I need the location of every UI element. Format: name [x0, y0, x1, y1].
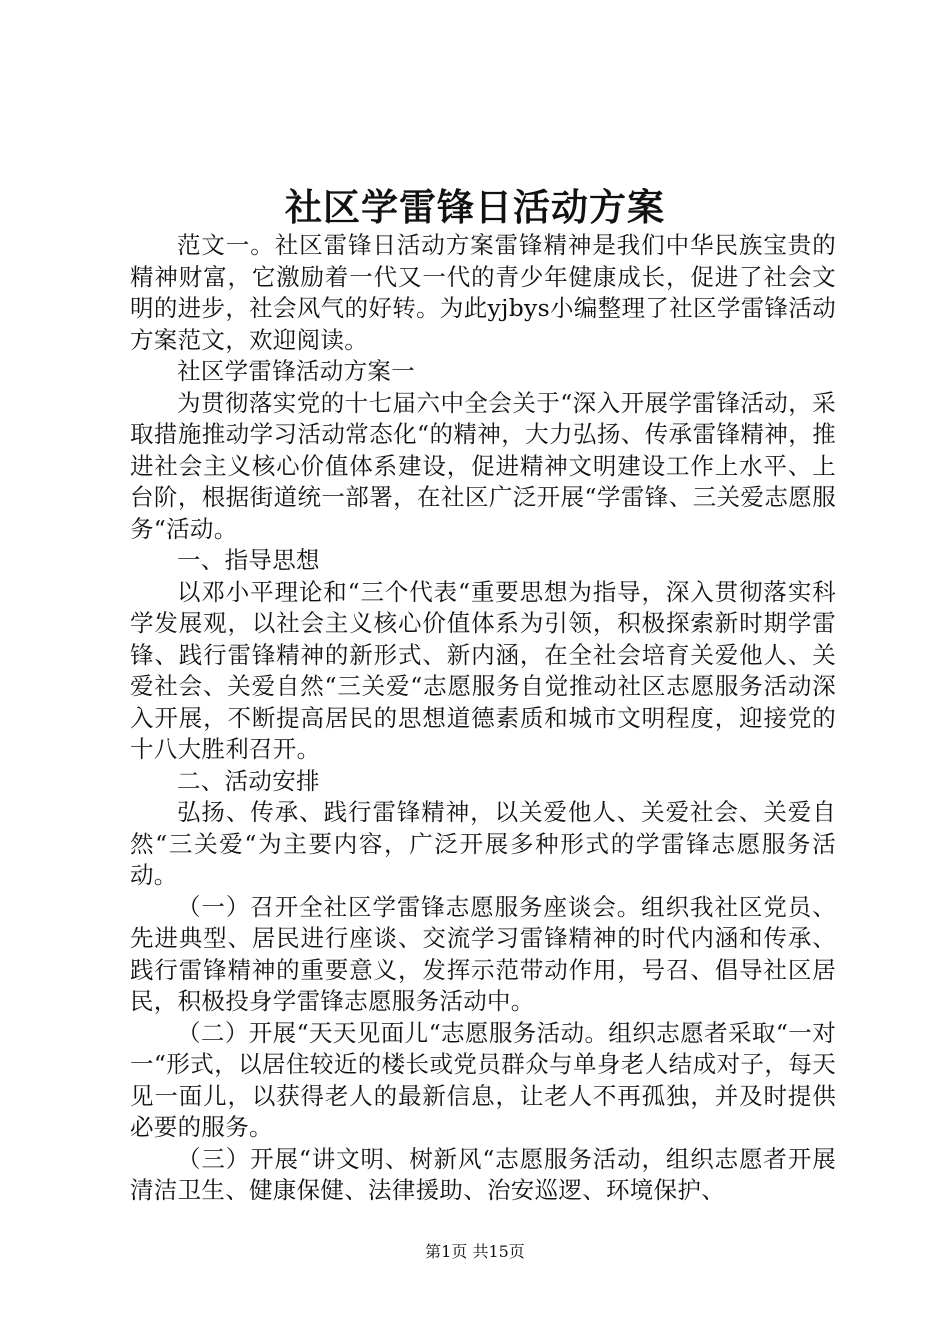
paragraph-item-3: （三）开展“讲文明、树新风“志愿服务活动，组织志愿者开展清洁卫生、健康保健、法律援助、治安巡逻、环境保护、 — [130, 1144, 836, 1204]
document-title: 社区学雷锋日活动方案 — [285, 185, 665, 229]
document-body — [130, 230, 836, 1207]
section-heading-activity-arrangement: 二、活动安排 — [177, 766, 320, 795]
paragraph-intro: 范文一。社区雷锋日活动方案雷锋精神是我们中华民族宝贵的精神财富，它激励着一代又一代的青少年健康成长，促进了社会文明的进步，社会风气的好转。为此yjbys小编整理了社区学雷锋活动方案范文，欢迎阅读。 — [130, 231, 836, 354]
paragraph-item-2: （二）开展“天天见面儿“志愿服务活动。组织志愿者采取“一对一“形式，以居住较近的楼长或党员群众与单身老人结成对子，每天见一面儿，以获得老人的最新信息，让老人不再孤独，并及时提供必要的服务。 — [130, 1018, 836, 1141]
paragraph-purpose: 为贯彻落实党的十七届六中全会关于“深入开展学雷锋活动，采取措施推动学习活动常态化“的精神，大力弘扬、传承雷锋精神，推进社会主义核心价值体系建设，促进精神文明建设工作上水平、上台阶，根据街道统一部署，在社区广泛开展“学雷锋、三关爱志愿服务“活动。 — [130, 388, 836, 543]
section-heading-guiding-thought: 一、指导思想 — [177, 546, 320, 574]
paragraph-guiding-thought: 以邓小平理论和“三个代表“重要思想为指导，深入贯彻落实科学发展观，以社会主义核心价值体系为引领，积极探索新时期学雷锋、践行雷锋精神的新形式、新内涵，在全社会培育关爱他人、关爱社会、关爱自然“三关爱“志愿服务自觉推动社区志愿服务活动深入开展，不断提高居民的思想道德素质和城市文明程度，迎接党的十八大胜利召开。 — [130, 577, 836, 763]
paragraph-activity-arrangement: 弘扬、传承、践行雷锋精神，以关爱他人、关爱社会、关爱自然“三关爱“为主要内容，广泛开展多种形式的学雷锋志愿服务活动。 — [130, 798, 836, 889]
paragraph-plan-heading: 社区学雷锋活动方案一 — [177, 357, 415, 385]
page-number-footer: 第1页 共15页 — [425, 1242, 525, 1261]
paragraph-item-1: （一）召开全社区学雷锋志愿服务座谈会。组织我社区党员、先进典型、居民进行座谈、交流学习雷锋精神的时代内涵和传承、践行雷锋精神的重要意义，发挥示范带动作用，号召、倡导社区居民，积极投身学雷锋志愿服务活动中。 — [130, 892, 836, 1015]
